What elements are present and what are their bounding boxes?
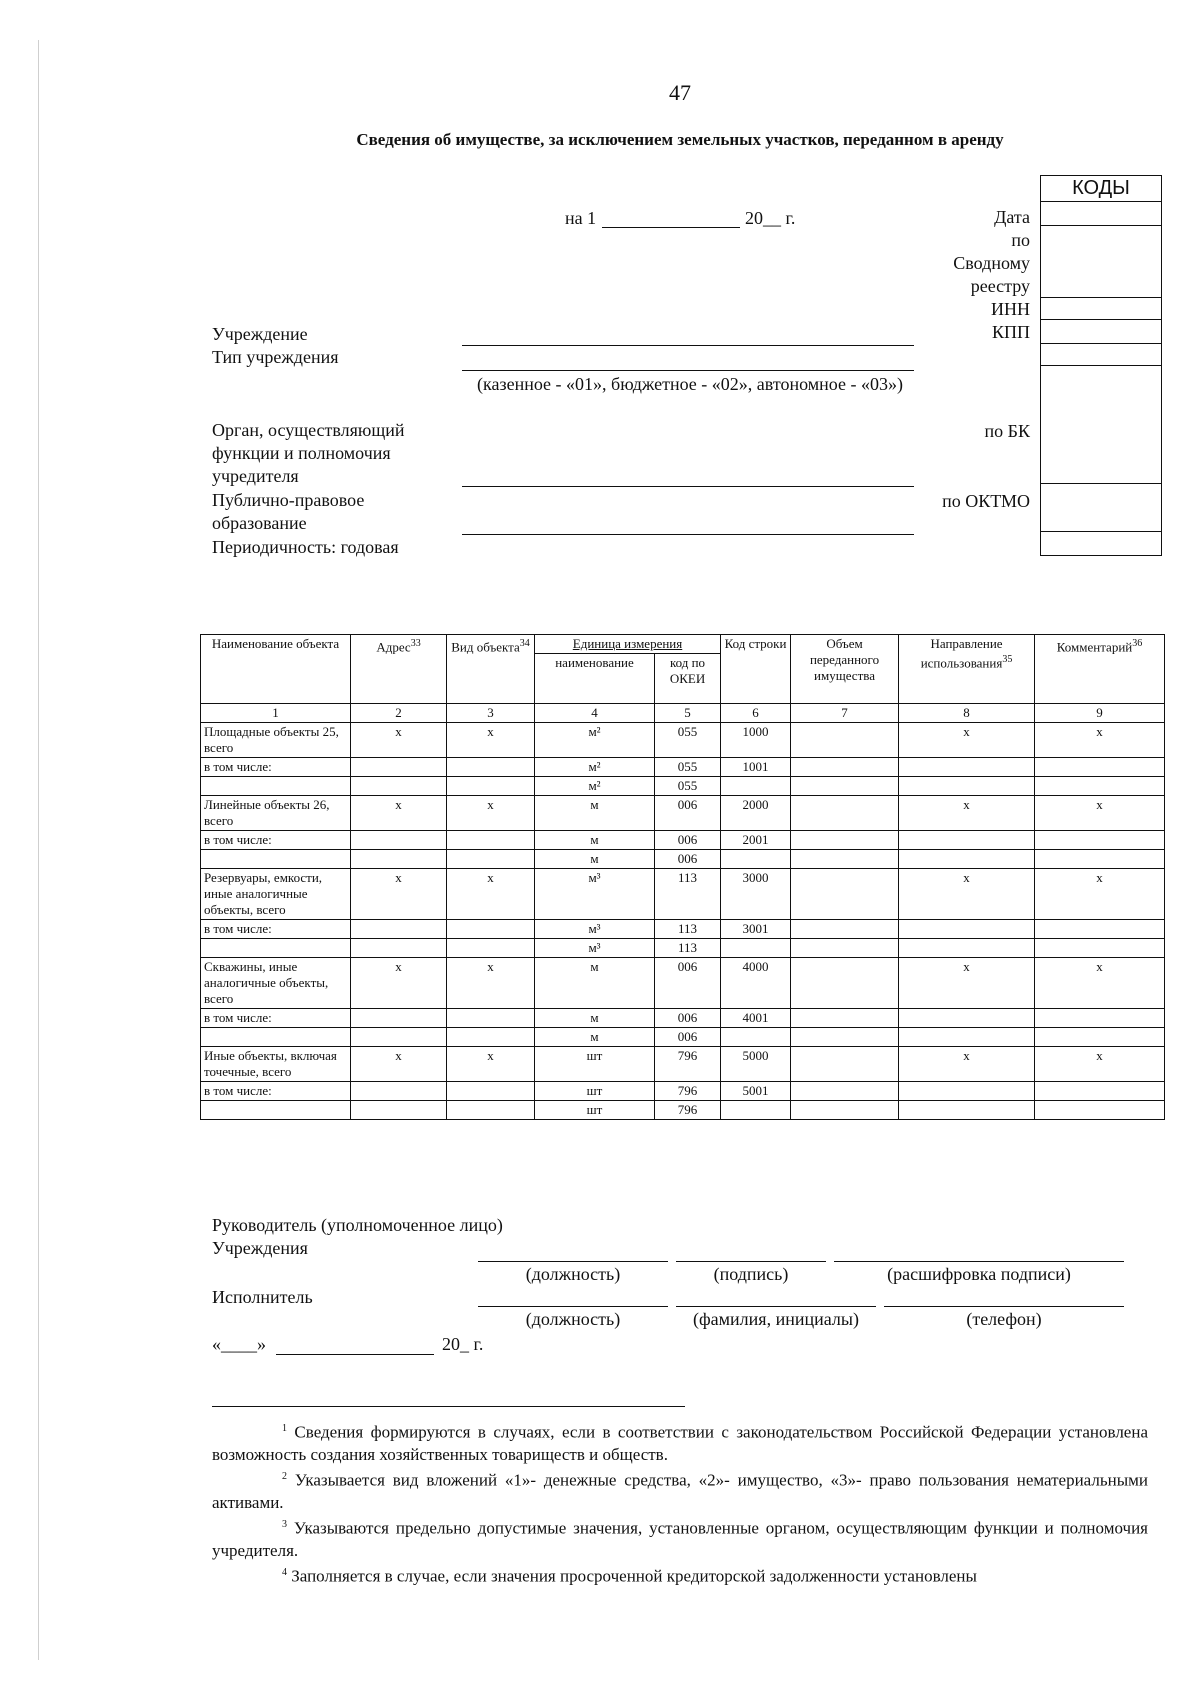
table-row: [201, 1101, 1165, 1120]
address-cell[interactable]: [351, 1101, 447, 1120]
founder-field[interactable]: [462, 486, 914, 487]
address-cell[interactable]: [351, 758, 447, 777]
okei-cell: 006: [655, 1009, 721, 1028]
column-number: 6: [721, 704, 791, 723]
object-name-cell: в том числе:: [201, 1082, 351, 1101]
volume-cell[interactable]: [791, 958, 899, 1009]
periodicity-label: Периодичность: годовая: [212, 537, 399, 557]
comment-cell[interactable]: [1035, 939, 1165, 958]
type-cell[interactable]: [447, 920, 535, 939]
comment-cell: x: [1035, 796, 1165, 831]
decoding-caption: (расшифровка подписи): [887, 1264, 1071, 1284]
row-code-cell: 1000: [721, 723, 791, 758]
institution-type-field[interactable]: [462, 370, 914, 371]
type-cell: x: [447, 869, 535, 920]
date-year-sig: 20_ г.: [442, 1334, 484, 1354]
address-cell: x: [351, 869, 447, 920]
direction-cell[interactable]: [899, 920, 1035, 939]
position-caption: (должность): [525, 1264, 621, 1284]
row-code-cell: 2000: [721, 796, 791, 831]
bk-code-field[interactable]: [1041, 365, 1161, 483]
oktmo-code-field[interactable]: [1041, 483, 1161, 531]
date-code-field[interactable]: [1041, 201, 1161, 225]
date-code-label: Дата: [994, 207, 1030, 227]
row-code-cell[interactable]: [721, 1101, 791, 1120]
row-code-cell: 4001: [721, 1009, 791, 1028]
date-year: 20__ г.: [745, 208, 796, 228]
bk-label: по БК: [984, 421, 1030, 441]
object-name-cell: в том числе:: [201, 758, 351, 777]
unit-name-cell: м: [535, 831, 655, 850]
row-code-cell: 5001: [721, 1082, 791, 1101]
volume-cell[interactable]: [791, 1028, 899, 1047]
signature-caption: (подпись): [713, 1264, 789, 1284]
table-row: [201, 1028, 1165, 1047]
scan-margin-line: [38, 40, 39, 1660]
comment-cell[interactable]: [1035, 1009, 1165, 1028]
address-cell[interactable]: [351, 831, 447, 850]
direction-cell: x: [899, 958, 1035, 1009]
volume-cell[interactable]: [791, 1101, 899, 1120]
okei-cell: 006: [655, 1028, 721, 1047]
address-cell: x: [351, 958, 447, 1009]
founder-label-3: учредителя: [212, 466, 299, 486]
kpp-label: КПП: [991, 322, 1030, 342]
unit-name-cell: м: [535, 958, 655, 1009]
column-number: 1: [201, 704, 351, 723]
object-name-cell: [201, 939, 351, 958]
oktmo-label: по ОКТМО: [942, 491, 1030, 511]
table-row: [201, 939, 1165, 958]
direction-cell[interactable]: [899, 1009, 1035, 1028]
property-table: [200, 634, 1165, 1120]
unit-name-cell: м: [535, 850, 655, 869]
table-row: [201, 1082, 1165, 1101]
column-number: 7: [791, 704, 899, 723]
direction-cell[interactable]: [899, 939, 1035, 958]
table-row: [201, 831, 1165, 850]
public-label-2: образование: [212, 513, 307, 533]
address-cell[interactable]: [351, 939, 447, 958]
date-day: «____»: [212, 1334, 266, 1354]
okei-cell: 055: [655, 758, 721, 777]
footnote-4: $^4$ Заполняется в случае, если значения просроченной кредиторской задолженности установлены: [282, 1566, 977, 1586]
footnote-1: $^1$ Сведения формируются в случаях, если в соответствии с законодательством Российской Федерации установлена возможность создания хозяйственных товариществ и обществ.: [212, 1422, 1148, 1464]
column-number: 9: [1035, 704, 1165, 723]
unit-name-cell: м²: [535, 723, 655, 758]
type-cell[interactable]: [447, 1101, 535, 1120]
column-number: 8: [899, 704, 1035, 723]
type-cell[interactable]: [447, 831, 535, 850]
head-label-1: Руководитель (уполномоченное лицо): [212, 1215, 503, 1235]
volume-cell[interactable]: [791, 796, 899, 831]
table-row: [201, 850, 1165, 869]
volume-cell[interactable]: [791, 1009, 899, 1028]
table-row: [201, 958, 1165, 1009]
header-volume: Объем переданного имущества: [791, 635, 899, 704]
object-name-cell: [201, 777, 351, 796]
comment-cell[interactable]: [1035, 850, 1165, 869]
column-number: 4: [535, 704, 655, 723]
institution-field[interactable]: [462, 345, 914, 346]
row-code-cell: 1001: [721, 758, 791, 777]
type-cell[interactable]: [447, 939, 535, 958]
address-cell[interactable]: [351, 850, 447, 869]
type-cell: x: [447, 958, 535, 1009]
okei-cell: 006: [655, 831, 721, 850]
registry-label-2: Сводному: [953, 253, 1030, 273]
row-code-cell: 4000: [721, 958, 791, 1009]
volume-cell[interactable]: [791, 1047, 899, 1082]
comment-cell[interactable]: [1035, 1028, 1165, 1047]
object-name-cell: Резервуары, емкости, иные аналогичные объекты, всего: [201, 869, 351, 920]
registry-code-field[interactable]: [1041, 225, 1161, 297]
property-table-body: [201, 723, 1165, 1120]
row-code-cell: 3001: [721, 920, 791, 939]
type-cell: x: [447, 1047, 535, 1082]
object-name-cell: Скважины, иные аналогичные объекты, всего: [201, 958, 351, 1009]
address-cell[interactable]: [351, 777, 447, 796]
table-row: [201, 869, 1165, 920]
registry-label-3: реестру: [970, 276, 1030, 296]
direction-cell[interactable]: [899, 1101, 1035, 1120]
volume-cell[interactable]: [791, 723, 899, 758]
row-code-cell[interactable]: [721, 939, 791, 958]
header-type: Вид объекта$^{34}$: [447, 635, 535, 704]
okei-cell: 006: [655, 796, 721, 831]
type-cell: x: [447, 723, 535, 758]
comment-cell: x: [1035, 723, 1165, 758]
comment-cell: x: [1035, 1047, 1165, 1082]
header-comment: Комментарий$^{36}$: [1035, 635, 1165, 704]
date-month-field[interactable]: [276, 1354, 434, 1355]
object-name-cell: [201, 850, 351, 869]
row-code-cell: 3000: [721, 869, 791, 920]
unit-name-cell: м²: [535, 758, 655, 777]
page-number: 47: [669, 80, 691, 105]
direction-cell[interactable]: [899, 831, 1035, 850]
column-number: 3: [447, 704, 535, 723]
okei-cell: 055: [655, 777, 721, 796]
footnote-2: $^2$ Указывается вид вложений «1»- денежные средства, «2»- имущество, «3»- право пользования нематериальными активами.: [212, 1470, 1148, 1512]
column-number: 2: [351, 704, 447, 723]
executor-position-field[interactable]: [478, 1306, 668, 1307]
header-unit-name: наименование: [535, 654, 655, 704]
okei-cell: 796: [655, 1082, 721, 1101]
table-row: [201, 777, 1165, 796]
codes-box: [1040, 175, 1162, 556]
address-cell[interactable]: [351, 1082, 447, 1101]
header-direction: Направление использования$^{35}$: [899, 635, 1035, 704]
volume-cell[interactable]: [791, 758, 899, 777]
header-unit-code: код по ОКЕИ: [655, 654, 721, 704]
institution-type-label: Тип учреждения: [212, 347, 339, 367]
object-name-cell: [201, 1101, 351, 1120]
header-row-code: Код строки: [721, 635, 791, 704]
direction-cell: x: [899, 723, 1035, 758]
comment-cell[interactable]: [1035, 777, 1165, 796]
volume-cell[interactable]: [791, 777, 899, 796]
unit-name-cell: м³: [535, 920, 655, 939]
direction-cell[interactable]: [899, 850, 1035, 869]
institution-label: Учреждение: [212, 324, 308, 344]
okei-cell: 113: [655, 920, 721, 939]
inn-code-field[interactable]: [1041, 297, 1161, 319]
executor-name-field[interactable]: [676, 1306, 876, 1307]
volume-cell[interactable]: [791, 1082, 899, 1101]
footnote-3: $^3$ Указываются предельно допустимые значения, установленные органом, осуществляющим функции и полномочия учредителя.: [212, 1518, 1148, 1560]
founder-label-2: функции и полномочия: [212, 443, 391, 463]
object-name-cell: в том числе:: [201, 920, 351, 939]
type-cell[interactable]: [447, 777, 535, 796]
direction-cell: x: [899, 796, 1035, 831]
direction-cell: x: [899, 869, 1035, 920]
executor-phone-field[interactable]: [884, 1306, 1124, 1307]
name-caption: (фамилия, инициалы): [693, 1309, 859, 1329]
object-name-cell: Площадные объекты 25, всего: [201, 723, 351, 758]
comment-cell[interactable]: [1035, 758, 1165, 777]
header-address: Адрес$^{33}$: [351, 635, 447, 704]
volume-cell[interactable]: [791, 939, 899, 958]
footnote-separator: [212, 1406, 685, 1407]
public-label-1: Публично-правовое: [212, 490, 365, 510]
comment-cell: x: [1035, 958, 1165, 1009]
phone-caption: (телефон): [966, 1309, 1042, 1329]
object-name-cell: Иные объекты, включая точечные, всего: [201, 1047, 351, 1082]
table-row: [201, 1009, 1165, 1028]
page-title: Сведения об имуществе, за исключением земельных участков, переданном в аренду: [356, 130, 1004, 149]
kpp-code-field[interactable]: [1041, 319, 1161, 343]
address-cell[interactable]: [351, 1028, 447, 1047]
registry-label-1: по: [1011, 230, 1030, 250]
okei-cell: 006: [655, 958, 721, 1009]
column-numbers-row: [201, 704, 1165, 723]
direction-cell[interactable]: [899, 1028, 1035, 1047]
inn-label: ИНН: [991, 299, 1030, 319]
address-cell: x: [351, 723, 447, 758]
codes-header: КОДЫ: [1072, 177, 1130, 199]
volume-cell[interactable]: [791, 869, 899, 920]
okei-cell: 006: [655, 850, 721, 869]
periodicity-code-field[interactable]: [1041, 531, 1161, 555]
column-number: 5: [655, 704, 721, 723]
unit-name-cell: шт: [535, 1047, 655, 1082]
unit-name-cell: м: [535, 796, 655, 831]
type-cell[interactable]: [447, 1028, 535, 1047]
row-code-cell: 2001: [721, 831, 791, 850]
founder-label-1: Орган, осуществляющий: [212, 420, 405, 440]
direction-cell: x: [899, 1047, 1035, 1082]
unit-name-cell: шт: [535, 1082, 655, 1101]
volume-cell[interactable]: [791, 920, 899, 939]
header-unit: Единица измерения: [535, 635, 721, 654]
row-code-cell: 5000: [721, 1047, 791, 1082]
row-code-cell[interactable]: [721, 1028, 791, 1047]
head-signature-field[interactable]: [676, 1261, 826, 1262]
table-row: [201, 796, 1165, 831]
date-underline[interactable]: [602, 227, 740, 228]
head-position-field[interactable]: [478, 1261, 668, 1262]
public-field[interactable]: [462, 534, 914, 535]
unit-name-cell: м²: [535, 777, 655, 796]
type-code-field[interactable]: [1041, 343, 1161, 365]
row-code-cell[interactable]: [721, 850, 791, 869]
address-cell: x: [351, 1047, 447, 1082]
comment-cell: x: [1035, 869, 1165, 920]
comment-cell[interactable]: [1035, 1101, 1165, 1120]
okei-cell: 055: [655, 723, 721, 758]
comment-cell[interactable]: [1035, 1082, 1165, 1101]
volume-cell[interactable]: [791, 850, 899, 869]
unit-name-cell: шт: [535, 1101, 655, 1120]
type-cell[interactable]: [447, 758, 535, 777]
comment-cell[interactable]: [1035, 831, 1165, 850]
unit-name-cell: м: [535, 1009, 655, 1028]
direction-cell[interactable]: [899, 1082, 1035, 1101]
position-caption-2: (должность): [525, 1309, 621, 1329]
comment-cell[interactable]: [1035, 920, 1165, 939]
direction-cell[interactable]: [899, 758, 1035, 777]
type-cell[interactable]: [447, 1009, 535, 1028]
address-cell[interactable]: [351, 1009, 447, 1028]
table-row: [201, 920, 1165, 939]
row-code-cell[interactable]: [721, 777, 791, 796]
object-name-cell: [201, 1028, 351, 1047]
object-name-cell: в том числе:: [201, 1009, 351, 1028]
type-cell[interactable]: [447, 850, 535, 869]
unit-name-cell: м³: [535, 939, 655, 958]
direction-cell[interactable]: [899, 777, 1035, 796]
unit-name-cell: м³: [535, 869, 655, 920]
table-row: [201, 1047, 1165, 1082]
object-name-cell: Линейные объекты 26, всего: [201, 796, 351, 831]
table-row: [201, 758, 1165, 777]
volume-cell[interactable]: [791, 831, 899, 850]
okei-cell: 113: [655, 939, 721, 958]
type-cell[interactable]: [447, 1082, 535, 1101]
okei-cell: 796: [655, 1047, 721, 1082]
head-label-2: Учреждения: [212, 1238, 308, 1258]
okei-cell: 796: [655, 1101, 721, 1120]
okei-cell: 113: [655, 869, 721, 920]
institution-type-hint: (казенное - «01», бюджетное - «02», автономное - «03»): [477, 374, 903, 394]
table-row: [201, 723, 1165, 758]
header-name: Наименование объекта: [201, 635, 351, 704]
address-cell[interactable]: [351, 920, 447, 939]
type-cell: x: [447, 796, 535, 831]
unit-name-cell: м: [535, 1028, 655, 1047]
executor-label: Исполнитель: [212, 1287, 313, 1307]
object-name-cell: в том числе:: [201, 831, 351, 850]
date-prefix: на 1: [565, 208, 597, 228]
address-cell: x: [351, 796, 447, 831]
head-decoding-field[interactable]: [834, 1261, 1124, 1262]
